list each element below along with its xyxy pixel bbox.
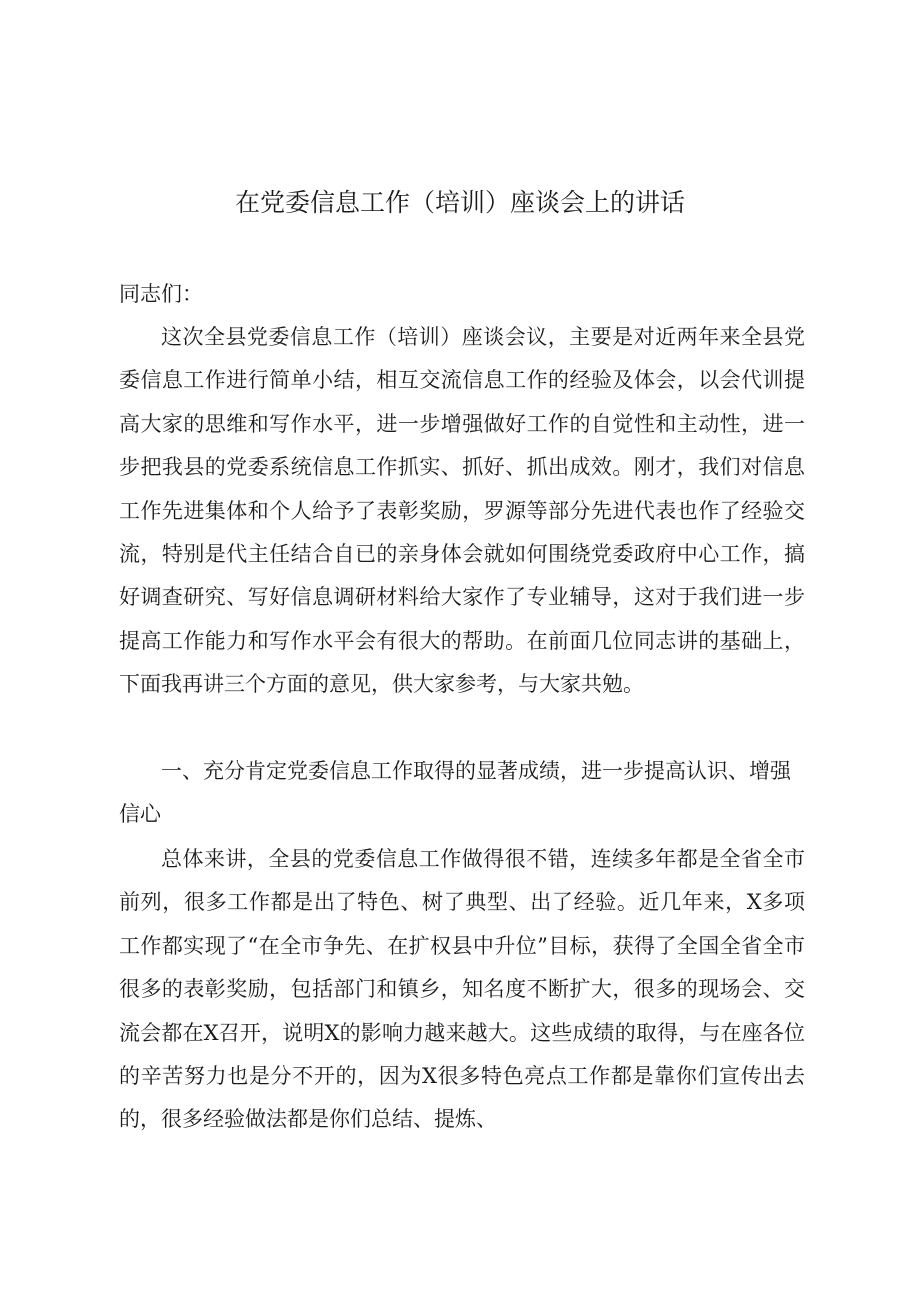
salutation: 同志们： (119, 282, 203, 306)
paragraph-section-1: 总体来讲，全县的党委信息工作做得很不错，连续多年都是全省全市前列，很多工作都是出了特色、树了典型、出了经验。近几年来，X多项工作都实现了“在全市争先、在扩权县中升位”目标，获得了全国全省全市很多的表彰奖励，包括部门和镇乡，知名度不断扩大，很多的现场会、交流会都在X召开，说明X的影响力越来越大。这些成绩的取得，与在座各位的辛苦努力也是分不开的，因为X很多特色亮点工作都是靠你们宣传出去的，很多经验做法都是你们总结、提炼、 (119, 847, 805, 1132)
document-title: 在党委信息工作（培训）座谈会上的讲话 (234, 188, 685, 217)
section-heading-1: 一、充分肯定党委信息工作取得的显著成绩，进一步提高认识、增强信心 (119, 759, 791, 826)
paragraph-intro: 这次全县党委信息工作（培训）座谈会议，主要是对近两年来全县党委信息工作进行简单小结，相互交流信息工作的经验及体会，以会代训提高大家的思维和写作水平，进一步增强做好工作的自觉性和主动性，进一步把我县的党委系统信息工作抓实、抓好、抓出成效。刚才，我们对信息工作先进集体和个人给予了表彰奖励，罗源等部分先进代表也作了经验交流，特别是代主任结合自已的亲身体会就如何围绕党委政府中心工作，搞好调查研究、写好信息调研材料给大家作了专业辅导，这对于我们进一步提高工作能力和写作水平会有很大的帮助。在前面几位同志讲的基础上，下面我再讲三个方面的意见，供大家参考，与大家共勉。 (119, 325, 805, 697)
